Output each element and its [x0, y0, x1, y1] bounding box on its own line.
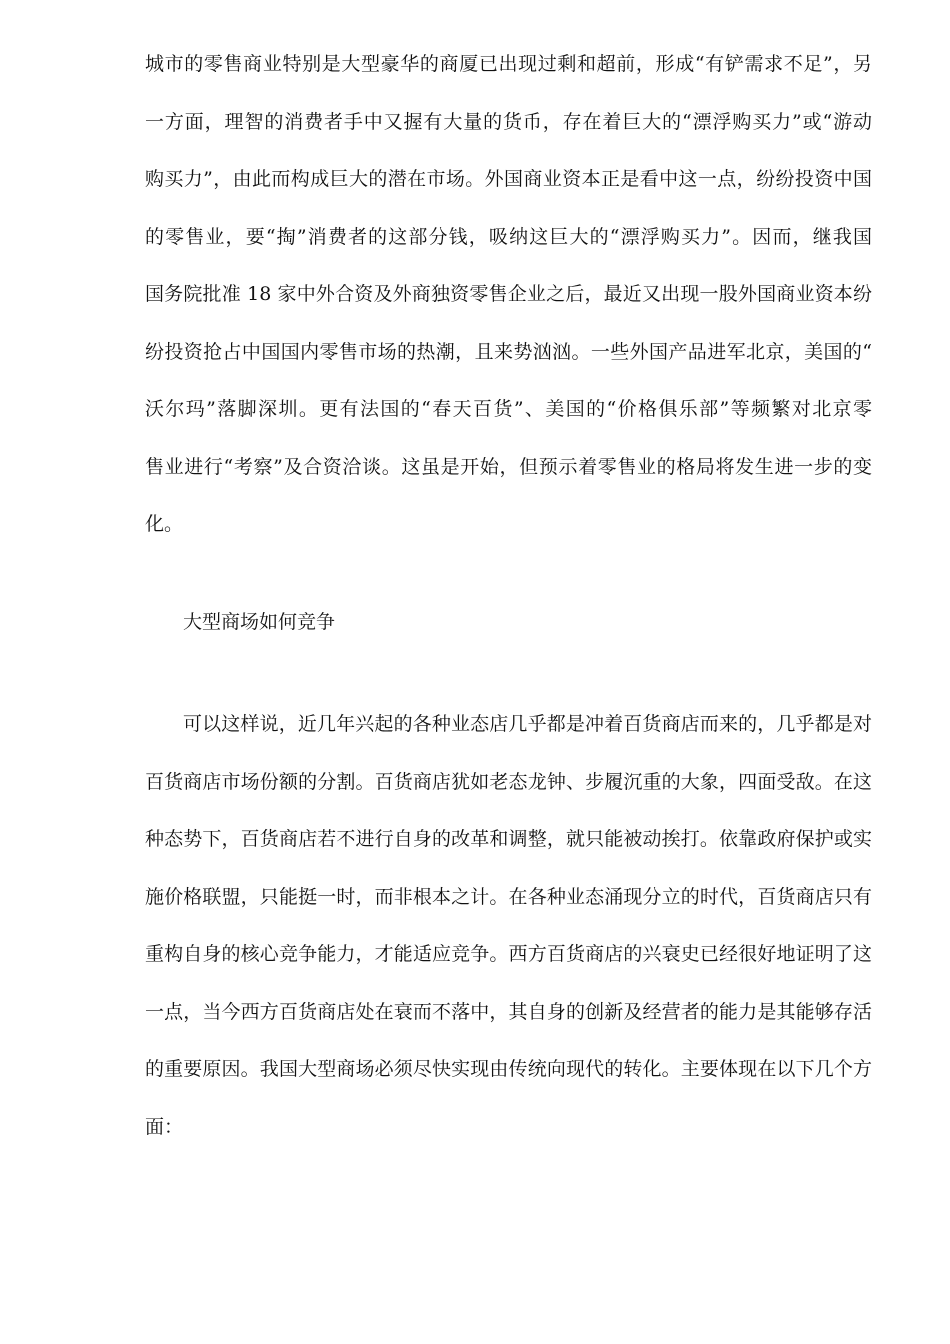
paragraph-line: 重构自身的核心竞争能力，才能适应竞争。西方百货商店的兴衰史已经很好地证明了这	[145, 943, 872, 965]
paragraph-foreign-capital	[145, 53, 872, 571]
paragraph-line: 城市的零售商业特别是大型豪华的商厦已出现过剩和超前，形成“有铲需求不足”，另	[145, 53, 872, 75]
paragraph-line: 纷投资抢占中国国内零售市场的热潮，且来势汹汹。一些外国产品进军北京，美国的“	[145, 340, 872, 363]
paragraph-line: 售业进行“考察”及合资洽谈。这虽是开始，但预示着零售业的格局将发生进一步的变	[145, 455, 872, 478]
paragraph-line: 可以这样说，近几年兴起的各种业态店几乎都是冲着百货商店而来的，几乎都是对	[183, 713, 872, 735]
paragraph-line: 沃尔玛”落脚深圳。更有法国的“春天百货”、美国的“价格俱乐部”等频繁对北京零	[145, 398, 872, 420]
paragraph-line: 施价格联盟，只能挺一时，而非根本之计。在各种业态涌现分立的时代，百货商店只有	[145, 885, 872, 908]
paragraph-line: 购买力”，由此而构成巨大的潜在市场。外国商业资本正是看中这一点，纷纷投资中国	[145, 168, 872, 190]
section-heading	[145, 611, 872, 669]
paragraph-department-store-competition	[145, 713, 872, 1173]
section-heading-text: 大型商场如何竞争	[183, 611, 336, 633]
paragraph-line: 的重要原因。我国大型商场必须尽快实现由传统向现代的转化。主要体现在以下几个方	[145, 1058, 872, 1080]
paragraph-line: 种态势下，百货商店若不进行自身的改革和调整，就只能被动挨打。依靠政府保护或实	[145, 828, 872, 850]
paragraph-line: 一方面，理智的消费者手中又握有大量的货币，存在着巨大的“漂浮购买力”或“游动	[145, 110, 872, 133]
paragraph-line: 一点，当今西方百货商店处在衰而不落中，其自身的创新及经营者的能力是其能够存活	[145, 1000, 872, 1023]
paragraph-line: 百货商店市场份额的分割。百货商店犹如老态龙钟、步履沉重的大象，四面受敌。在这	[145, 770, 872, 793]
paragraph-line: 化。	[145, 513, 184, 535]
paragraph-line: 的零售业，要“掏”消费者的这部分钱，吸纳这巨大的“漂浮购买力”。因而，继我国	[145, 225, 872, 248]
paragraph-line: 面：	[145, 1115, 184, 1138]
paragraph-line: 国务院批准 18 家中外合资及外商独资零售企业之后，最近又出现一股外国商业资本纷	[145, 283, 872, 305]
